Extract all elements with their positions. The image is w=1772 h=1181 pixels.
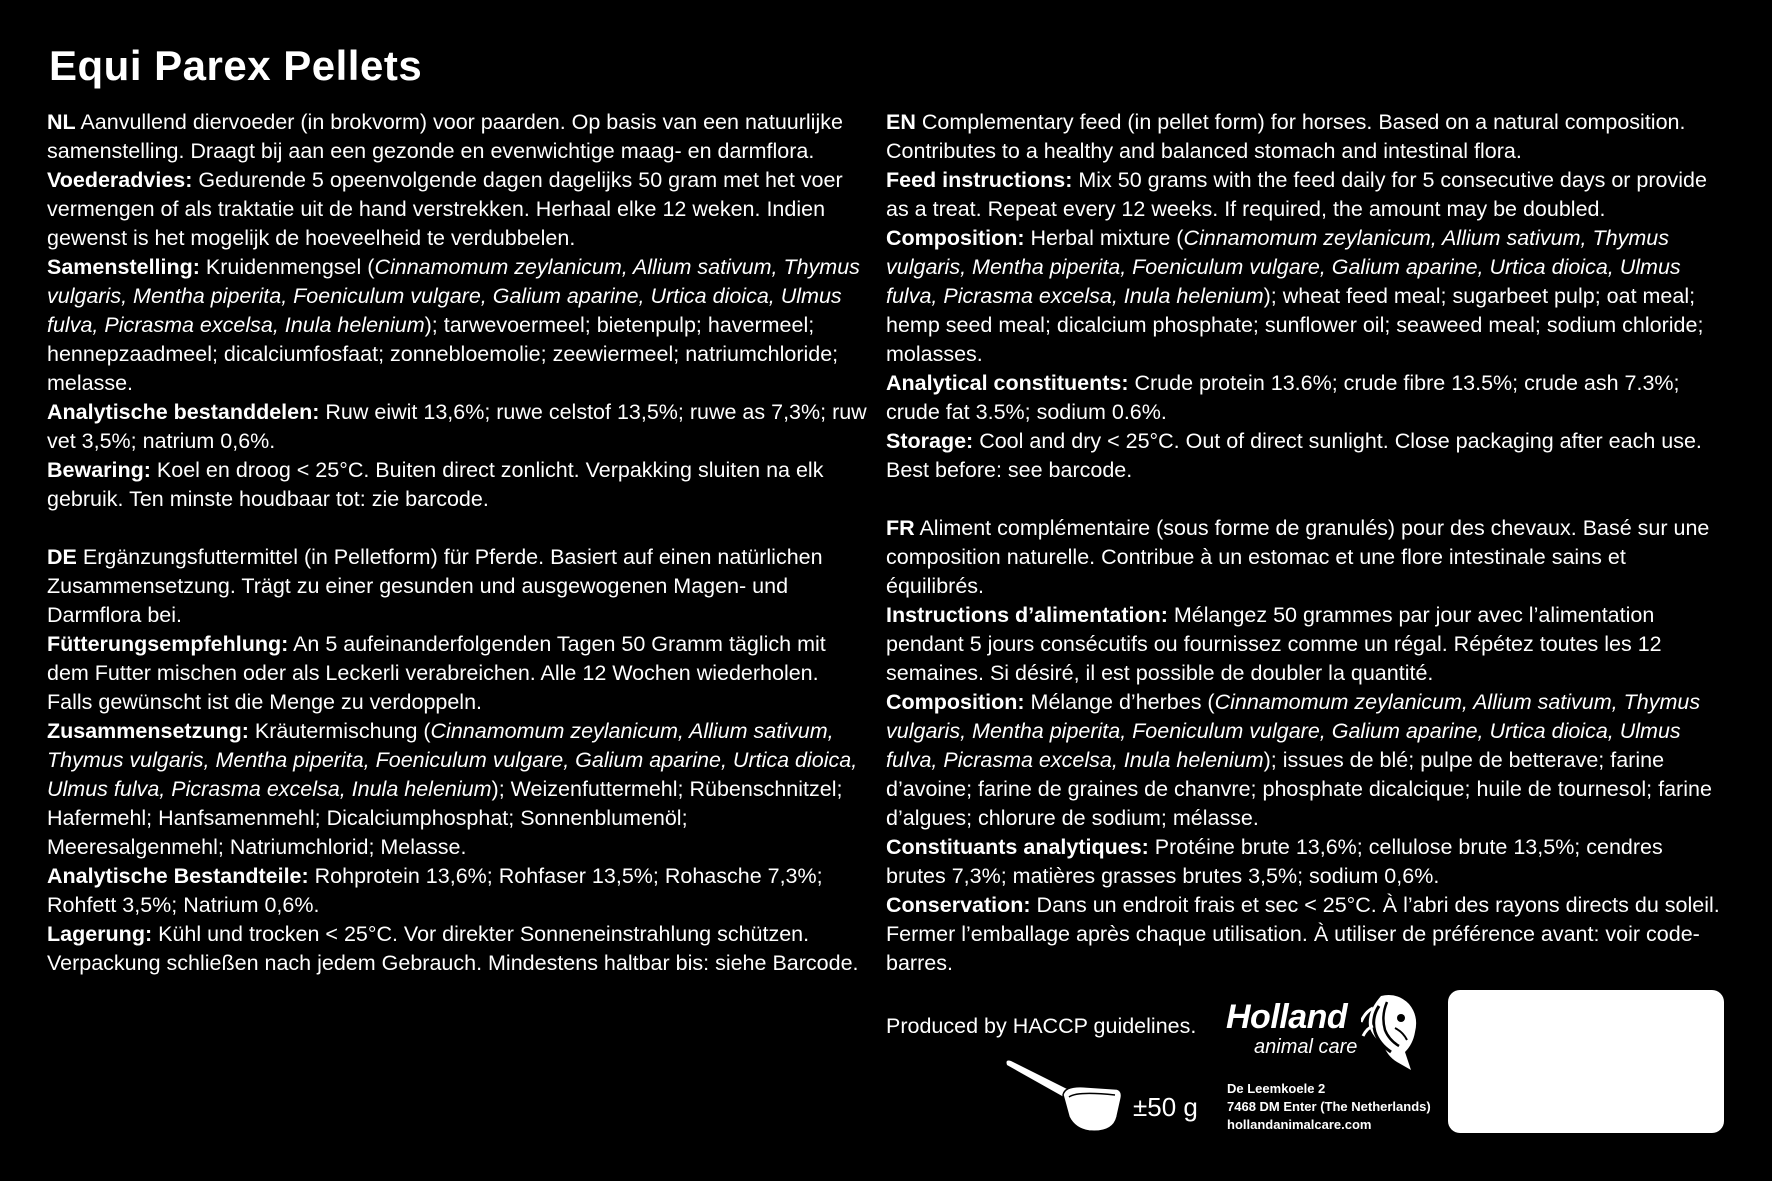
de-store-text: Kühl und trocken < 25°C. Vor direkter Sonneneinstrahlung schützen. Verpackung schließen nach jedem Gebrauch. Mindestens haltbar bis: siehe Barcode. <box>47 922 859 975</box>
nl-feed <box>47 166 867 253</box>
address-street: De Leemkoele 2 <box>1227 1081 1326 1096</box>
de-intro <box>47 543 867 630</box>
en-store-text: Cool and dry < 25°C. Out of direct sunlight. Close packaging after each use. Best before: see barcode. <box>886 429 1702 482</box>
fr-comp-label: Composition: <box>886 690 1025 714</box>
fr-storage <box>886 891 1726 978</box>
section-spacer <box>47 514 867 543</box>
logo-subtitle: animal care <box>1254 1036 1358 1058</box>
en-comp-label: Composition: <box>886 226 1025 250</box>
fr-intro-text: Aliment complémentaire (sous forme de granulés) pour des chevaux. Basé sur une composition naturelle. Contribue à un estomac et une flore intestinale sains et équilibrés. <box>886 516 1710 598</box>
en-feed <box>886 166 1726 224</box>
de-feed-label: Fütterungsempfehlung: <box>47 632 289 656</box>
de-analytical <box>47 862 867 920</box>
left-column <box>47 108 867 978</box>
nl-anal-label: Analytische bestanddelen: <box>47 400 320 424</box>
nl-store-text: Koel en droog < 25°C. Buiten direct zonlicht. Verpakking sluiten na elk gebruik. Ten minste houdbaar tot: zie barcode. <box>47 458 824 511</box>
en-feed-text: Mix 50 grams with the feed daily for 5 consecutive days or provide as a treat. Repeat every 12 weeks. If required, the amount may be doubled. <box>886 168 1707 221</box>
section-de <box>47 543 867 978</box>
fr-store-label: Conservation: <box>886 893 1031 917</box>
nl-anal-text: Ruw eiwit 13,6%; ruwe celstof 13,5%; ruwe as 7,3%; ruw vet 3,5%; natrium 0,6%. <box>47 400 867 453</box>
measuring-scoop-icon <box>1005 1055 1125 1135</box>
de-comp-post: ); Weizenfuttermehl; Rübenschnitzel; Hafermehl; Hanfsamenmehl; Dicalciumphosphat; Sonnenblumenöl; Meeresalgenmehl; Natriumchlorid; Melasse. <box>47 777 843 859</box>
en-comp-species: Cinnamomum zeylanicum, Allium sativum, Thymus vulgaris, Mentha piperita, Foeniculum vulgare, Galium aparine, Urtica dioica, Ulmus fulva, Picrasma excelsa, Inula helenium <box>886 226 1681 308</box>
fr-intro-label: FR <box>886 516 915 540</box>
dose-label: ±50 g <box>1133 1092 1198 1122</box>
en-intro <box>886 108 1726 166</box>
fr-store-text: Dans un endroit frais et sec < 25°C. À l’abri des rayons directs du soleil. Fermer l’emballage après chaque utilisation. À utiliser de préférence avant: voir code-barres. <box>886 893 1720 975</box>
section-nl <box>47 108 867 514</box>
en-feed-label: Feed instructions: <box>886 168 1073 192</box>
en-anal-label: Analytical constituents: <box>886 371 1129 395</box>
de-feed-text: An 5 aufeinanderfolgenden Tagen 50 Gramm täglich mit dem Futter mischen oder als Leckerli verabreichen. Alle 12 Wochen wiederholen. Falls gewünscht ist die Menge zu verdoppeln. <box>47 632 826 714</box>
fr-feed <box>886 601 1726 688</box>
en-composition <box>886 224 1726 369</box>
website-link[interactable]: hollandanimalcare.com <box>1227 1117 1372 1132</box>
section-fr <box>886 514 1726 978</box>
logo-name: Holland <box>1226 998 1348 1036</box>
en-store-label: Storage: <box>886 429 974 453</box>
de-storage <box>47 920 867 978</box>
brand-logo <box>1226 992 1416 1072</box>
fr-composition <box>886 688 1726 833</box>
haccp-note: Produced by HACCP guidelines. <box>886 1014 1197 1038</box>
fr-comp-pre: Mélange d’herbes ( <box>1030 690 1215 714</box>
nl-comp-post: ); tarwevoermeel; bietenpulp; havermeel; hennepzaadmeel; dicalciumfosfaat; zonnebloemolie; zeewiermeel; natriumchloride; melasse. <box>47 313 839 395</box>
nl-comp-species: Cinnamomum zeylanicum, Allium sativum, Thymus vulgaris, Mentha piperita, Foeniculum vulgare, Galium aparine, Urtica dioica, Ulmus fulva, Picrasma excelsa, Inula helenium <box>47 255 860 337</box>
en-intro-text: Complementary feed (in pellet form) for horses. Based on a natural composition. Contributes to a healthy and balanced stomach and intestinal flora. <box>886 110 1686 163</box>
de-composition <box>47 717 867 862</box>
section-spacer <box>886 485 1726 514</box>
nl-feed-text: Gedurende 5 opeenvolgende dagen dagelijks 50 gram met het voer vermengen of als traktatie uit de hand verstrekken. Herhaal elke 12 weken. Indien gewenst is het mogelijk de hoeveelheid te verdubbelen. <box>47 168 843 250</box>
right-column <box>886 108 1726 978</box>
en-analytical <box>886 369 1726 427</box>
fr-comp-species: Cinnamomum zeylanicum, Allium sativum, Thymus vulgaris, Mentha piperita, Foeniculum vulgare, Galium aparine, Urtica dioica, Ulmus fulva, Picrasma excelsa, Inula helenium <box>886 690 1701 772</box>
de-intro-text: Ergänzungsfuttermittel (in Pelletform) für Pferde. Basiert auf einen natürlichen Zusammensetzung. Trägt zu einer gesunden und ausgewogenen Magen- und Darmflora bei. <box>47 545 823 627</box>
de-intro-label: DE <box>47 545 77 569</box>
page-title: Equi Parex Pellets <box>49 42 423 89</box>
nl-intro-text: Aanvullend diervoeder (in brokvorm) voor paarden. Op basis van een natuurlijke samenstelling. Draagt bij aan een gezonde en evenwichtige maag- en darmflora. <box>47 110 843 163</box>
fr-analytical <box>886 833 1726 891</box>
nl-analytical <box>47 398 867 456</box>
fr-feed-text: Mélangez 50 grammes par jour avec l’alimentation pendant 5 jours consécutifs ou fournissez comme un régal. Répétez toutes les 12 semaines. Si désiré, il est possible de doubler la quantité. <box>886 603 1662 685</box>
barcode-area <box>1448 990 1724 1133</box>
address-city: 7468 DM Enter (The Netherlands) <box>1227 1099 1431 1114</box>
de-comp-label: Zusammensetzung: <box>47 719 249 743</box>
nl-composition <box>47 253 867 398</box>
nl-storage <box>47 456 867 514</box>
nl-intro-label: NL <box>47 110 76 134</box>
horse-head-logo-icon <box>1361 992 1419 1074</box>
section-en <box>886 108 1726 485</box>
nl-intro <box>47 108 867 166</box>
fr-comp-post: ); issues de blé; pulpe de betterave; farine d’avoine; farine de graines de chanvre; phosphate dicalcique; huile de tournesol; farine d’algues; chlorure de sodium; mélasse. <box>886 748 1712 830</box>
company-address <box>1227 1080 1431 1134</box>
fr-intro <box>886 514 1726 601</box>
fr-anal-text: Protéine brute 13,6%; cellulose brute 13,5%; cendres brutes 7,3%; matières grasses brutes 3,5%; sodium 0,6%. <box>886 835 1663 888</box>
nl-feed-label: Voederadvies: <box>47 168 193 192</box>
de-anal-text: Rohprotein 13,6%; Rohfaser 13,5%; Rohasche 7,3%; Rohfett 3,5%; Natrium 0,6%. <box>47 864 823 917</box>
de-anal-label: Analytische Bestandteile: <box>47 864 309 888</box>
en-intro-label: EN <box>886 110 916 134</box>
de-comp-species: Cinnamomum zeylanicum, Allium sativum, Thymus vulgaris, Mentha piperita, Foeniculum vulgare, Galium aparine, Urtica dioica, Ulmus fulva, Picrasma excelsa, Inula helenium <box>47 719 858 801</box>
fr-anal-label: Constituants analytiques: <box>886 835 1149 859</box>
en-storage <box>886 427 1726 485</box>
en-comp-pre: Herbal mixture ( <box>1030 226 1184 250</box>
nl-comp-label: Samenstelling: <box>47 255 200 279</box>
de-comp-pre: Kräutermischung ( <box>254 719 431 743</box>
en-comp-post: ); wheat feed meal; sugarbeet pulp; oat meal; hemp seed meal; dicalcium phosphate; sunflower oil; seaweed meal; sodium chloride; molasses. <box>886 284 1704 366</box>
en-anal-text: Crude protein 13.6%; crude fibre 13.5%; crude ash 7.3%; crude fat 3.5%; sodium 0.6%. <box>886 371 1680 424</box>
fr-feed-label: Instructions d’alimentation: <box>886 603 1168 627</box>
nl-store-label: Bewaring: <box>47 458 151 482</box>
nl-comp-pre: Kruidenmengsel ( <box>205 255 375 279</box>
de-feed <box>47 630 867 717</box>
de-store-label: Lagerung: <box>47 922 153 946</box>
